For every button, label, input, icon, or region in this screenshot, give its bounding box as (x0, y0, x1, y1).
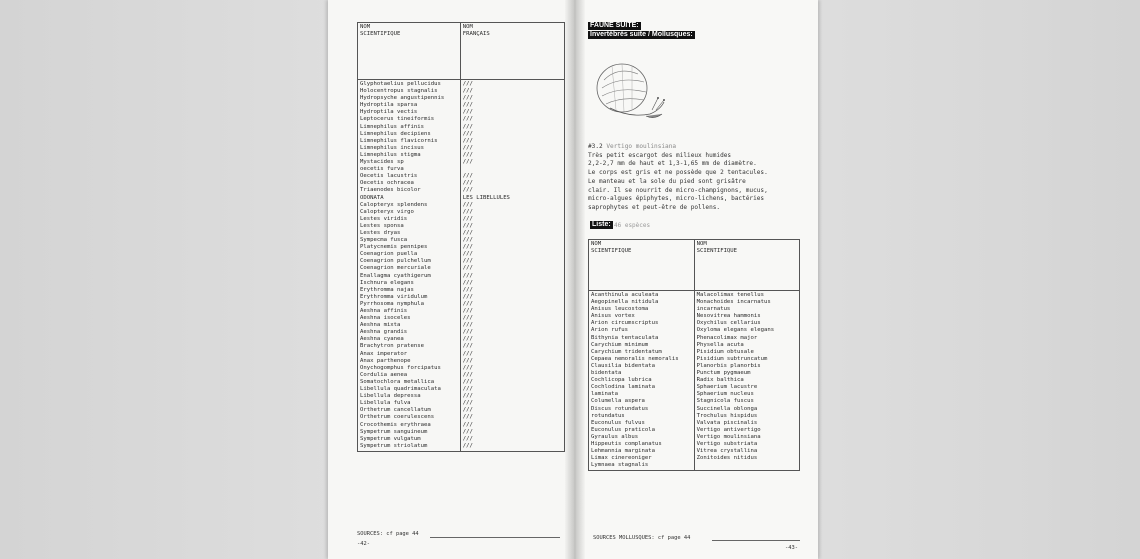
left-footer-sources: SOURCES: cf page 44 (357, 531, 419, 537)
list-item: laminata (591, 391, 618, 398)
list-item: /// (462, 308, 473, 314)
list-item: Pyrrhosoma nymphula (360, 300, 424, 307)
list-item: bidentata (591, 370, 622, 377)
header-text: SCIENTIFIQUE (696, 248, 738, 254)
list-item: Cordulia aenea (360, 371, 408, 378)
list-item: incarnatus (696, 306, 731, 313)
list-item: Succinella oblonga (696, 405, 758, 412)
list-item: /// (462, 336, 473, 343)
list-item: /// (462, 159, 473, 166)
list-item: Mystacides sp (360, 159, 404, 166)
list-item: Glyphotaelius pellucidus (360, 81, 441, 87)
mollusc-table (588, 239, 800, 471)
list-item: Calopteryx splendens (360, 201, 428, 208)
list-item: /// (462, 272, 473, 279)
list-item: /// (462, 343, 473, 350)
list-item: Sphaerium nucleus (696, 391, 754, 398)
scientific-names-column (358, 80, 461, 452)
list-item: LES LIBELLULES (462, 194, 510, 201)
list-item: Vertigo antivertigo (696, 426, 761, 433)
list-item: Orthetrum coerulescens (360, 414, 435, 421)
list-item: Triaenodes bicolor (360, 187, 421, 194)
species-description (588, 143, 803, 213)
list-item: /// (462, 187, 473, 194)
list-item: Pisidium subtruncatum (696, 355, 768, 362)
header-text: NOM (360, 24, 371, 30)
list-item: Oecetis lacustris (360, 173, 418, 180)
list-item: /// (462, 329, 473, 336)
list-item (463, 166, 562, 173)
list-item: Clausilia bidentata (591, 362, 655, 369)
list-item: Monachoides incarnatus (696, 299, 771, 306)
list-item: Hydroptila sparsa (360, 102, 418, 109)
list-item: /// (462, 378, 473, 385)
list-item: Physella acuta (696, 341, 744, 348)
list-item: /// (462, 237, 473, 244)
list-item: Holocentropus stagnalis (360, 88, 438, 95)
fauna-table-left (357, 22, 565, 452)
mollusc-names-column-1 (589, 291, 695, 471)
list-tag: Liste: (592, 221, 611, 228)
list-item: Orthetrum cancellatum (360, 407, 431, 414)
header-text: FRANÇAIS (462, 31, 490, 37)
list-item: Erythromma viridulum (360, 293, 428, 300)
list-item: Oxychilus cellarius (696, 320, 761, 327)
description-line: Le corps est gris et ne possède que 2 tentacules. (588, 169, 768, 177)
list-item: Bithynia tentaculata (591, 334, 659, 341)
description-line: 2,2-2,7 mm de haut et 1,3-1,65 mm de diamètre. (588, 160, 757, 168)
list-item: Punctum pygmaeum (696, 370, 751, 377)
list-item: Cochlodina laminata (591, 384, 655, 391)
list-item: Aeshna mixta (360, 322, 401, 329)
list-item: Lestes viridis (360, 215, 408, 222)
list-item: Vertigo substriata (696, 440, 758, 447)
list-item: Gyraulus albus (591, 433, 639, 440)
header-text: NOM (696, 241, 707, 247)
list-item: /// (462, 442, 473, 449)
list-item: Aeshna affinis (360, 308, 408, 314)
list-item: /// (462, 88, 473, 95)
list-item: Anax imperator (360, 350, 408, 357)
section-subtitle-tag: Invertébrés suite / Mollusques: (590, 31, 693, 38)
list-item: Hydropsyche angustipennis (360, 95, 445, 102)
mollusc-names-column-2 (694, 291, 799, 471)
list-item: Sympetrum vulgatum (360, 435, 421, 442)
header-text: SCIENTIFIQUE (360, 31, 401, 37)
header-scientific-1 (589, 240, 695, 291)
list-item: Acanthinula aculeata (591, 292, 659, 298)
list-item: Zonitoides nitidus (696, 455, 758, 462)
list-item: Valvata piscinalis (696, 419, 758, 426)
list-item: Limnephilus stigma (360, 151, 421, 158)
list-item: Libellula depressa (360, 393, 421, 400)
list-item: Cepaea nemoralis nemoralis (591, 355, 679, 362)
list-item: Oecetis ochracea (360, 180, 414, 187)
list-item: /// (462, 386, 473, 393)
left-page-number: -42- (357, 541, 370, 547)
header-text: NOM (462, 24, 473, 30)
list-item: Stagnicola fuscus (696, 398, 754, 405)
list-item: /// (462, 95, 473, 102)
list-item: Limax cinereoniger (591, 455, 652, 462)
snail-illustration (590, 50, 670, 130)
list-count-note: 46 espèces (614, 222, 651, 229)
list-item: /// (462, 116, 473, 123)
list-item: /// (462, 357, 473, 364)
right-page-number: -43- (785, 545, 798, 551)
list-item: Libellula quadrimaculata (360, 386, 441, 393)
list-item: Coenagrion mercuriale (360, 265, 431, 272)
list-item: Calopteryx virgo (360, 208, 414, 215)
list-item: Platycnemis pennipes (360, 244, 428, 251)
list-item: /// (462, 222, 473, 229)
description-line: saprophytes et peut-être de pollens. (588, 203, 721, 211)
list-item: Sympecma fusca (360, 237, 408, 244)
left-footer-rule (430, 537, 560, 538)
list-item: Euconulus praticola (591, 426, 655, 433)
description-line: clair. Il se nourrit de micro-champignons, mucus, (588, 186, 768, 194)
list-item: /// (462, 322, 473, 329)
list-item: Vitrea crystallina (696, 448, 758, 455)
list-item: Leptocerus tineiformis (360, 116, 435, 123)
list-item: Limnephilus incisus (360, 144, 424, 151)
list-item: /// (462, 364, 473, 371)
section-title-tag: FAUNE SUITE: (590, 22, 639, 29)
list-item: Malacolimax tenellus (696, 292, 764, 298)
list-item: Phenacolimax major (696, 334, 758, 341)
list-item: Limnephilus decipiens (360, 130, 431, 137)
list-item: oecetis furva (360, 166, 404, 173)
list-item: /// (462, 300, 473, 307)
list-item: Somatochlora metallica (360, 378, 435, 385)
header-scientific-2 (694, 240, 799, 291)
list-item: Discus rotundatus (591, 405, 649, 412)
list-item: /// (462, 315, 473, 322)
list-item: /// (462, 144, 473, 151)
list-item: Crocothemis erythraea (360, 421, 431, 428)
list-item: Anax parthenope (360, 357, 411, 364)
french-names-column (460, 80, 564, 452)
list-item: /// (462, 215, 473, 222)
list-item: Aeshna isoceles (360, 315, 411, 322)
list-item: /// (462, 137, 473, 144)
list-item: Onychogomphus forcipatus (360, 364, 441, 371)
list-item: Columella aspera (591, 398, 645, 405)
list-item: Vertigo moulinsiana (696, 433, 761, 440)
list-item: /// (462, 350, 473, 357)
list-item: Sympetrum striolatum (360, 442, 428, 449)
list-item: Sphaerium lacustre (696, 384, 758, 391)
list-item: /// (462, 81, 473, 87)
list-item: /// (462, 293, 473, 300)
list-item: Brachytron pratense (360, 343, 424, 350)
list-item: /// (462, 151, 473, 158)
list-item: /// (462, 279, 473, 286)
list-item: /// (462, 251, 473, 258)
list-item: /// (462, 258, 473, 265)
list-item: /// (462, 123, 473, 130)
list-item: Hydroptila vectis (360, 109, 418, 116)
list-item: /// (462, 109, 473, 116)
right-footer-sources: SOURCES MOLLUSQUES: cf page 44 (593, 535, 691, 541)
list-item: Ischnura elegans (360, 279, 414, 286)
list-item: /// (462, 208, 473, 215)
list-item: Oxyloma elegans elegans (696, 327, 775, 334)
list-item: Radix balthica (696, 377, 744, 384)
list-item: Anisus leucostoma (591, 306, 649, 313)
list-item: Libellula fulva (360, 400, 411, 407)
header-text: NOM (591, 241, 602, 247)
list-item: rotundatus (591, 412, 625, 419)
list-item: /// (462, 229, 473, 236)
list-item: Aeshna cyanea (360, 336, 404, 343)
list-item: Carychium minimum (591, 341, 649, 348)
header-scientific (358, 23, 461, 80)
list-item: Lymnaea stagnalis (591, 462, 649, 469)
list-item: Enallagma cyathigerum (360, 272, 431, 279)
list-item: /// (462, 265, 473, 272)
book-gutter (565, 0, 585, 559)
list-item: Aegopinella nitidula (591, 299, 659, 306)
species-name: Vertigo moulinsiana (606, 143, 677, 150)
list-item: Arion rufus (591, 327, 629, 334)
list-item: /// (462, 428, 473, 435)
description-line: Très petit escargot des milieux humides (588, 151, 732, 159)
description-line: Le manteau et la sole du pied sont grisâtre (588, 177, 746, 185)
header-french (460, 23, 564, 80)
list-item: Carychium tridentatum (591, 348, 662, 355)
list-item: Lestes sponsa (360, 222, 404, 229)
list-item: ODONATA (360, 194, 384, 201)
species-heading (588, 143, 803, 152)
list-item: /// (462, 102, 473, 109)
list-item: /// (462, 407, 473, 414)
right-footer-rule (712, 540, 800, 541)
list-item: Cochlicopa lubrica (591, 377, 652, 384)
list-item: /// (462, 173, 473, 180)
list-item: Coenagrion pulchellum (360, 258, 431, 265)
species-ref: #3.2 (588, 143, 603, 150)
header-text: SCIENTIFIQUE (591, 248, 632, 254)
list-item: /// (462, 393, 473, 400)
list-item: /// (462, 244, 473, 251)
list-item: Trochulus hispidus (696, 412, 758, 419)
list-item: /// (462, 435, 473, 442)
list-item: Limnephilus affinis (360, 123, 424, 130)
list-item: Anisus vortex (591, 313, 635, 320)
description-line: micro-algues épiphytes, micro-lichens, bactéries (588, 195, 765, 203)
list-item: /// (462, 400, 473, 407)
list-item: Arion circumscriptus (591, 320, 659, 327)
list-item: Lestes dryas (360, 229, 401, 236)
list-item: Erythromma najas (360, 286, 414, 293)
list-item: Lehmannia marginata (591, 448, 655, 455)
list-item: /// (462, 201, 473, 208)
list-item: Limnephilus flavicornis (360, 137, 438, 144)
list-item: /// (462, 130, 473, 137)
list-item: /// (462, 180, 473, 187)
list-item: Euconulus fulvus (591, 419, 645, 426)
list-item: Planorbis planorbis (696, 362, 761, 369)
list-item: /// (462, 414, 473, 421)
list-item: Sympetrum sanguineum (360, 428, 428, 435)
list-item: Pisidium obtusale (696, 348, 754, 355)
list-item: Coenagrion puella (360, 251, 418, 258)
list-item: Nesovitrea hammonis (696, 313, 761, 320)
description-lines (588, 152, 803, 213)
list-item: /// (462, 371, 473, 378)
list-item: Aeshna grandis (360, 329, 408, 336)
list-item: Hippeutis complanatus (591, 440, 662, 447)
list-item: /// (462, 421, 473, 428)
list-item: /// (462, 286, 473, 293)
